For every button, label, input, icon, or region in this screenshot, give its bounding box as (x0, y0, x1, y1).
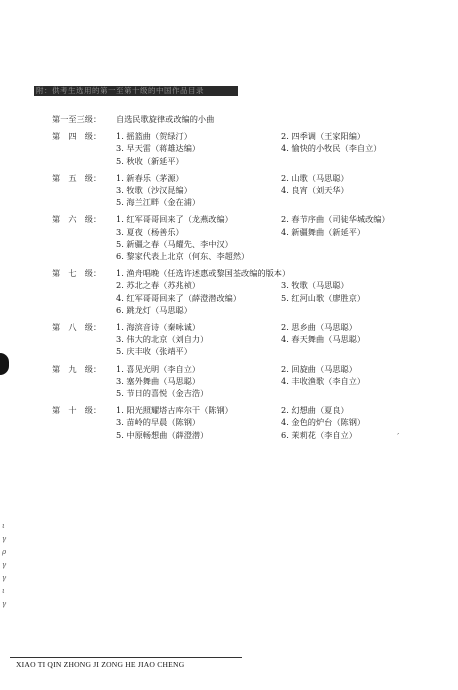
piece-item: 4. 良宵（刘天华） (281, 185, 349, 196)
piece-item: 2. 思乡曲（马思聪） (281, 322, 357, 333)
piece-item: 3. 牧歌（马思聪） (281, 280, 349, 291)
piece-item: 2. 回旋曲（马思聪） (281, 363, 357, 374)
piece-item: 5. 秋收（新延平） (116, 155, 184, 166)
piece-item: 2. 苏北之春（苏兆祯） (116, 280, 201, 291)
piece-item: 5. 庆丰收（张靖平） (116, 346, 192, 357)
piece-item: 4. 丰收渔歌（李自立） (281, 375, 366, 386)
piece-item: 5. 新疆之春（马耀先、李中汉） (116, 238, 233, 249)
grade-block-4 (52, 130, 452, 167)
grade-label: 第 六 级： (52, 214, 102, 225)
piece-item: 5. 节日的喜悦（金吉浩） (116, 388, 209, 399)
margin-scan-marks: ι γ ρ γ γ ι γ (2, 522, 7, 608)
section-header-text: 附：供考生选用的第一至第十级的中国作品目录 (36, 86, 204, 95)
grade-note: 自选民歌旋律或改编的小曲 (116, 114, 215, 124)
piece-item: 3. 苗岭的早晨（陈钢） (116, 417, 201, 428)
piece-item: 3. 夏夜（杨善乐） (116, 226, 184, 237)
grade-label: 第一至三级： (52, 114, 102, 124)
piece-item: 1. 阳光照耀塔古库尔干（陈钢） (116, 405, 233, 416)
piece-item: 5. 海兰江畔（金在浦） (116, 197, 201, 208)
piece-item: 3. 塞外舞曲（马思聪） (116, 375, 201, 386)
grade-label: 第 五 级： (52, 172, 102, 183)
section-header-bar (34, 86, 238, 96)
piece-item: 3. 早天雷（蒋雄达编） (116, 143, 201, 154)
piece-item: 2. 四季调（王家阳编） (281, 131, 366, 142)
piece-item: 5. 中原畅想曲（薛澄潜） (116, 429, 209, 440)
binding-hole-mark (0, 353, 9, 375)
footer-rule (10, 657, 242, 658)
grade-label: 第 九 级： (52, 363, 102, 374)
piece-item: 2. 春节序曲（司徒华城改编） (281, 214, 390, 225)
grade-label: 第 十 级： (52, 405, 102, 416)
grade-block-10 (52, 404, 452, 441)
piece-item: 4. 金色的炉台（陈钢） (281, 417, 366, 428)
piece-item: 3. 牧歌（沙汉昆编） (116, 185, 192, 196)
piece-item: 1. 红军哥哥回来了（龙燕改编） (116, 214, 233, 225)
piece-item: 1. 海滨音诗（秦咏诚） (116, 322, 201, 333)
piece-item: 4. 新疆舞曲（新延平） (281, 226, 366, 237)
stray-mark: ˊ (396, 433, 400, 441)
grade-block-6 (52, 213, 452, 262)
piece-item: 1. 新春乐（茅源） (116, 172, 184, 183)
piece-item: 4. 愉快的小牧民（李自立） (281, 143, 382, 154)
piece-item: 6. 黎家代表上北京（何东、李超然） (116, 251, 250, 262)
grade-label: 第 七 级： (52, 268, 102, 279)
piece-item: 3. 伟大的北京（刘自力） (116, 334, 209, 345)
piece-item: 6. 茉莉花（李自立） (281, 429, 357, 440)
piece-item: 5. 红河山歌（廖胜京） (281, 292, 366, 303)
piece-item: 6. 跳龙灯（马思聪） (116, 304, 192, 315)
piece-item: 4. 红军哥哥回来了（薛澄潜改编） (116, 292, 242, 303)
grade-list (52, 113, 452, 446)
piece-item: 1. 渔舟唱晚（任选许述惠或黎国荃改编的版本） (116, 268, 291, 279)
grade-block-7 (52, 267, 452, 316)
grade-block-9 (52, 363, 452, 400)
piece-item: 1. 喜见光明（李自立） (116, 363, 201, 374)
grade-label: 第 四 级： (52, 131, 102, 142)
grade-block-5 (52, 172, 452, 209)
piece-item: 2. 幻想曲（夏良） (281, 405, 349, 416)
piece-item: 4. 春天舞曲（马思聪） (281, 334, 366, 345)
piece-item: 2. 山歌（马思聪） (281, 172, 349, 183)
grade-block-1-3 (52, 113, 452, 125)
grade-label: 第 八 级： (52, 322, 102, 333)
running-footer: XIAO TI QIN ZHONG JI ZONG HE JIAO CHENG (16, 660, 185, 669)
piece-item: 1. 摇篮曲（贺绿汀） (116, 131, 192, 142)
grade-block-8 (52, 321, 452, 358)
